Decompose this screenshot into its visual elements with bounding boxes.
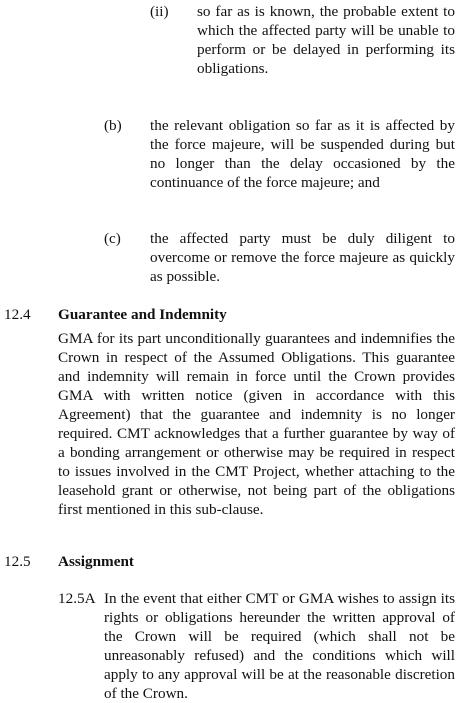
item-b-marker: (b) bbox=[104, 117, 122, 134]
clause-12-5-heading: Assignment bbox=[58, 553, 134, 570]
item-ii-marker: (ii) bbox=[150, 3, 169, 20]
item-ii-text: so far as is known, the probable extent to which the affected party will be unable to perform or be delayed in performing its obligations. bbox=[197, 3, 455, 77]
clause-12-4-heading: Guarantee and Indemnity bbox=[58, 306, 227, 323]
clause-12-5-number: 12.5 bbox=[4, 553, 31, 570]
clause-12-5a-text: In the event that either CMT or GMA wishes to assign its rights or obligations hereunder the written approval of the Crown will be required (which shall not be unreasonably refused) and the conditions which will apply to any approval will be at the reasonable discretion of the Crown. bbox=[104, 590, 455, 702]
item-b-text: the relevant obligation so far as it is affected by the force majeure, will be suspended during but no longer than the delay occasioned by the continuance of the force majeure; and bbox=[150, 117, 455, 191]
clause-12-5a-marker: 12.5A bbox=[58, 590, 96, 607]
clause-12-4-body: GMA for its part unconditionally guarantees and indemnifies the Crown in respect of the Assumed Obligations. This guarantee and indemnity will remain in force until the Crown provides GMA with written notice (given in accordance with this Agreement) that the guarantee and indemnity is no longer required. CMT acknowledges that a further guarantee by way of a bonding arrangement or otherwise may be required in respect to issues involved in the CMT Project, whether attaching to the leasehold grant or otherwise, not being part of the obligations first mentioned in this sub-clause. bbox=[58, 330, 455, 518]
clause-12-4-number: 12.4 bbox=[4, 306, 31, 323]
item-c-marker: (c) bbox=[104, 230, 121, 247]
item-c-text: the affected party must be duly diligent to overcome or remove the force majeure as quickly as possible. bbox=[150, 230, 455, 285]
